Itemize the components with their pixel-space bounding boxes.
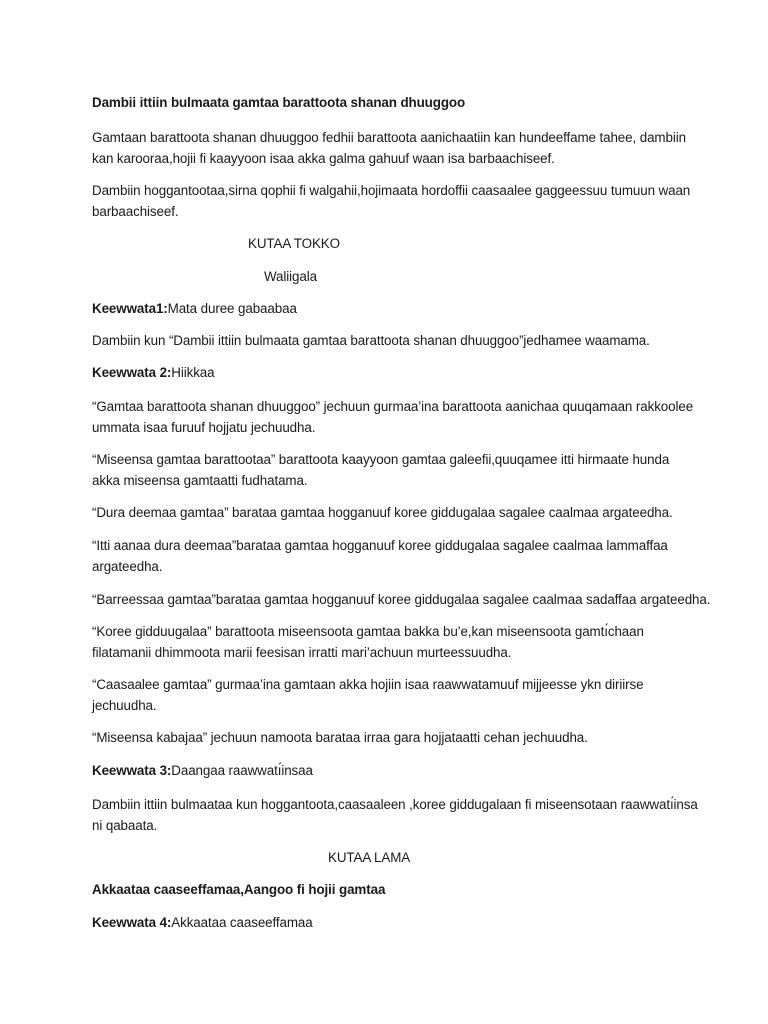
intro-paragraph-1-line-2: kan karooraa,hojii fi kaayyoon isaa akka galma gahuuf waan isa barbaachiseef. xyxy=(92,151,555,166)
intro-paragraph-1-line-1: Gamtaan barattoota shanan dhuuggoo fedhii barattoota aanichaatiin kan hundeeffame tahee, dambiin xyxy=(92,130,686,145)
article-4-line xyxy=(92,912,313,933)
article-3-heading: Daangaa raawwatı́insaa xyxy=(171,763,313,778)
article-1-body: Dambiin kun “Dambii ittiin bulmaata gamtaa barattoota shanan dhuuggoo”jedhamee waamama. xyxy=(92,333,650,348)
definition-2-line-2: akka miseensa gamtaatti fudhatama. xyxy=(92,473,308,488)
article-2-line xyxy=(92,362,215,383)
definition-2-line-1: “Miseensa gamtaa barattootaa” barattoota kaayyoon gamtaa galeefii,quuqamee itti hirmaate hunda xyxy=(92,452,670,467)
article-1-line xyxy=(92,298,297,319)
intro-paragraph-2-line-2: barbaachiseef. xyxy=(92,204,179,219)
article-3-body-line-1: Dambiin ittiin bulmaataa kun hoggantoota,caasaaleen ,koree giddugalaan fi miseensotaan raawwatı́insa xyxy=(92,797,698,812)
definition-4-line-1: “Itti aanaa dura deemaa”barataa gamtaa hogganuuf koree giddugalaa sagalee caalmaa lammaffaa xyxy=(92,538,668,553)
document-title: Dambii ittiin bulmaata gamtaa barattoota shanan dhuuggoo xyxy=(92,95,466,110)
definition-3-line-1: “Dura deemaa gamtaa” barataa gamtaa hogganuuf koree giddugalaa sagalee caalmaa argateedha. xyxy=(92,505,673,520)
article-4-label: Keewwata 4: xyxy=(92,915,172,930)
definition-8-line-1: “Miseensa kabajaa” jechuun namoota barataa irraa gara hojjataatti cehan jechuudha. xyxy=(92,730,588,745)
article-3-body-line-2: ni qabaata. xyxy=(92,818,158,833)
definition-4-line-2: argateedha. xyxy=(92,559,163,574)
definition-7-line-2: jechuudha. xyxy=(92,698,157,713)
article-2-label: Keewwata 2: xyxy=(92,365,172,380)
article-2-heading: Hiikkaa xyxy=(171,365,215,380)
part-one-heading: KUTAA TOKKO xyxy=(248,236,340,251)
definition-7-line-1: “Caasaalee gamtaa” gurmaa’ina gamtaan akka hojiin isaa raawwatamuuf mijjeesse ykn diriirse xyxy=(92,677,644,692)
definition-1-line-1: “Gamtaa barattoota shanan dhuuggoo” jechuun gurmaa’ina barattoota aanichaa quuqamaan rakkoolee xyxy=(92,399,694,414)
article-3-label: Keewwata 3: xyxy=(92,763,172,778)
definition-1-line-2: ummata isaa furuuf hojjatu jechuudha. xyxy=(92,420,316,435)
article-4-heading: Akkaataa caaseeffamaa xyxy=(171,915,313,930)
article-1-heading: Mata duree gabaabaa xyxy=(167,301,297,316)
article-1-label: Keewwata1: xyxy=(92,301,168,316)
intro-paragraph-2-line-1: Dambiin hoggantootaa,sirna qophii fi walgahii,hojimaata hordoffii caasaalee gaggeessuu tumuun waan xyxy=(92,183,691,198)
definition-6-line-1: “Koree gidduugalaa” barattoota miseensoota gamtaa bakka bu’e,kan miseensoota gamtı́chaan xyxy=(92,624,644,639)
part-two-heading: KUTAA LAMA xyxy=(328,850,411,865)
general-heading: Waliigala xyxy=(264,269,317,284)
definition-5-line-1: “Barreessaa gamtaa”barataa gamtaa hogganuuf koree giddugalaa sagalee caalmaa sadaffaa argateedha. xyxy=(92,592,711,607)
article-3-line xyxy=(92,760,313,781)
definition-6-line-2: filatamanii dhimmoota marii feesisan irratti mari’achuun murteessuudha. xyxy=(92,645,512,660)
part-two-subheading: Akkaataa caaseeffamaa,Aangoo fi hojii gamtaa xyxy=(92,882,386,897)
